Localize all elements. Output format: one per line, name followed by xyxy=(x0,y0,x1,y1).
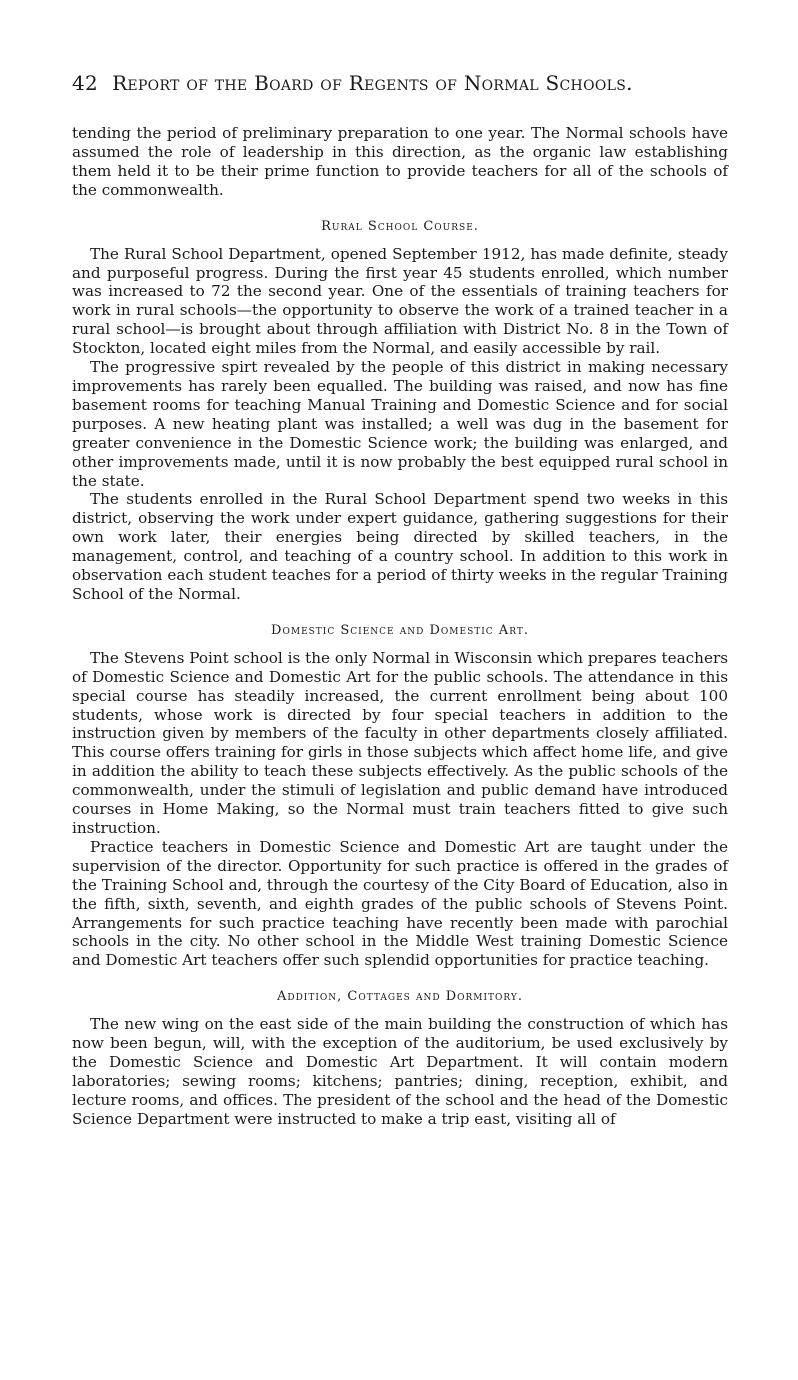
body-paragraph: The students enrolled in the Rural School Department spend two weeks in this district, observing the work under expert guidance, gathering suggestions for their own work later, their energies being directed by skilled teachers, in the management, control, and teaching of a country school. In addition to this work in observation each student teaches for a period of thirty weeks in the regular Training School of the Normal. xyxy=(72,490,728,603)
running-title: Report of the Board of Regents of Normal Schools. xyxy=(112,71,633,95)
section-addition-cottages-dormitory xyxy=(72,988,728,1128)
body-paragraph: Practice teachers in Domestic Science and Domestic Art are taught under the supervision of the director. Opportunity for such practice is offered in the grades of the Training School and, through the courtesy of the City Board of Education, also in the fifth, sixth, seventh, and eighth grades of the public schools of Stevens Point. Arrangements for such practice teaching have recently been made with parochial schools in the city. No other school in the Middle West training Domestic Science and Domestic Art teachers offer such splendid opportunities for practice teaching. xyxy=(72,837,728,970)
section-rural-school-course xyxy=(72,218,728,604)
body-paragraph: The new wing on the east side of the main building the construction of which has now been begun, will, with the exception of the auditorium, be used exclusively by the Domestic Science and Domestic Art Department. It will contain modern laboratories; sewing rooms; kitchens; pantries; dining, reception, exhibit, and lecture rooms, and offices. The president of the school and the head of the Domestic Science Department were instructed to make a trip east, visiting all of xyxy=(72,1015,728,1128)
body-paragraph: The Rural School Department, opened September 1912, has made definite, steady and purposeful progress. During the first year 45 students enrolled, which number was increased to 72 the second year. One of the essentials of training teachers for work in rural schools—the opportunity to observe the work of a trained teacher in a rural school—is brought about through affiliation with District No. 8 in the Town of Stockton, located eight miles from the Normal, and easily accessible by rail. xyxy=(72,244,728,358)
section-heading: Domestic Science and Domestic Art. xyxy=(271,622,529,638)
running-header xyxy=(72,70,728,96)
continuation-paragraph: tending the period of preliminary preparation to one year. The Normal schools have assumed the role of leadership in this direction, as the organic law establishing them held it to be their prime function to provide teachers for all of the schools of the commonwealth. xyxy=(72,124,728,199)
document-page xyxy=(72,70,728,1129)
section-domestic-science xyxy=(72,622,728,970)
body-paragraph: The Stevens Point school is the only Normal in Wisconsin which prepares teachers of Domestic Science and Domestic Art for the public schools. The attendance in this special course has steadily increased, the current enrollment being about 100 students, whose work is directed by four special teachers in addition to the instruction given by members of the faculty in other departments closely affiliated. This course offers training for girls in those subjects which affect home life, and give in addition the ability to teach these subjects effectively. As the public schools of the commonwealth, under the stimuli of legislation and public demand have introduced courses in Home Making, so the Normal must train teachers fitted to give such instruction. xyxy=(72,648,728,837)
body-paragraph: The progressive spirt revealed by the people of this district in making necessary improvements has rarely been equalled. The building was raised, and now has fine basement rooms for teaching Manual Training and Domestic Science and for social purposes. A new heating plant was installed; a well was dug in the basement for greater convenience in the Domestic Science work; the building was enlarged, and other improvements made, until it is now probably the best equipped rural school in the state. xyxy=(72,358,728,490)
section-heading: Rural School Course. xyxy=(321,218,479,234)
page-number: 42 xyxy=(72,71,99,95)
section-heading: Addition, Cottages and Dormitory. xyxy=(276,989,524,1005)
